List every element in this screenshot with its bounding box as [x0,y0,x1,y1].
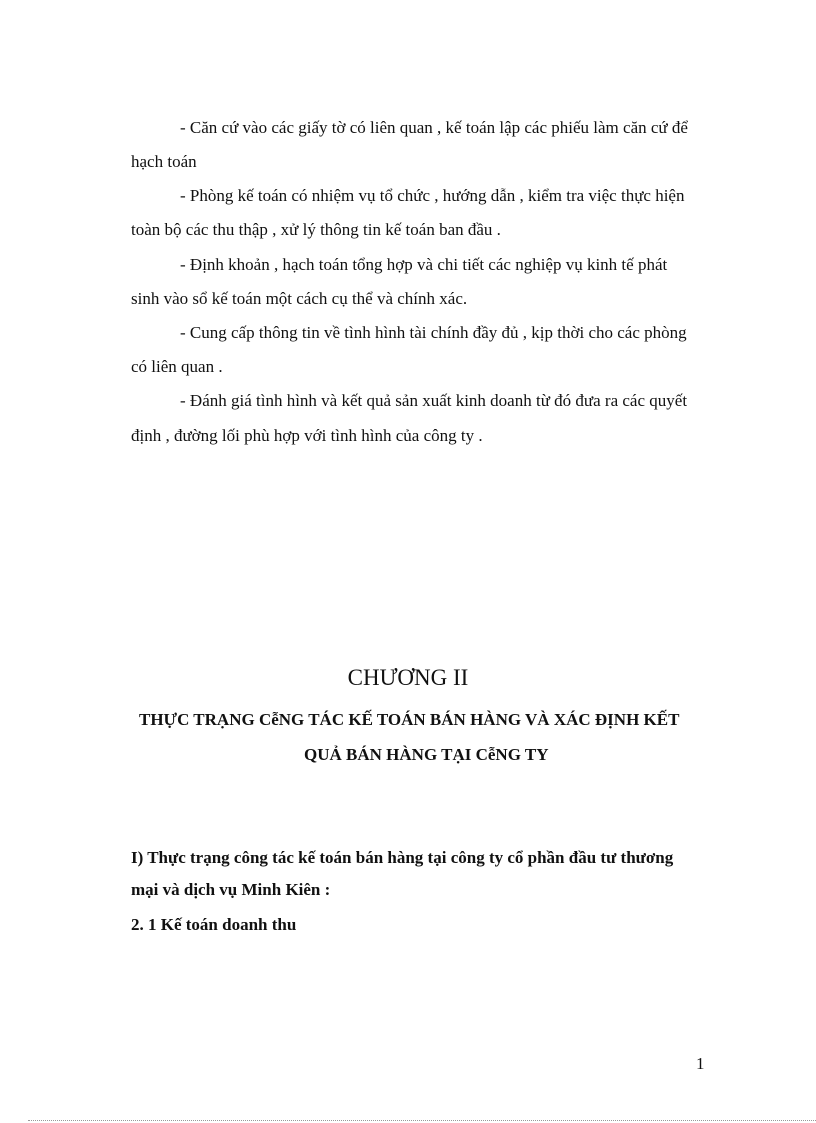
chapter-title-line-2: QUẢ BÁN HÀNG TẠI CễNG TY [304,745,549,764]
paragraph-5-line-1: - Đánh giá tình hình và kết quả sản xuất kinh doanh từ đó đưa ra các quyết [180,391,688,410]
page-edge-divider [28,1120,816,1121]
section-heading-line-2: mại và dịch vụ Minh Kiên : [131,880,331,899]
page-number: 1 [696,1054,705,1073]
paragraph-2-line-2: toàn bộ các thu thập , xử lý thông tin kế toán ban đầu . [131,220,501,239]
paragraph-4-line-1: - Cung cấp thông tin về tình hình tài chính đầy đủ , kịp thời cho các phòng [180,323,687,342]
paragraph-4-line-2: có liên quan . [131,357,223,376]
paragraph-3-line-1: - Định khoản , hạch toán tổng hợp và chi tiết các nghiệp vụ kinh tế phát [180,255,668,274]
chapter-number: CHƯƠNG II [347,665,469,690]
paragraph-3-line-2: sinh vào sổ kế toán một cách cụ thể và chính xác. [131,289,468,308]
chapter-title-line-1: THỰC TRẠNG CễNG TÁC KẾ TOÁN BÁN HÀNG VÀ XÁC ĐỊNH KẾT [139,710,680,729]
subsection-heading: 2. 1 Kế toán doanh thu [131,915,297,934]
paragraph-1-line-1: - Căn cứ vào các giấy tờ có liên quan , kế toán lập các phiếu làm căn cứ để [180,118,688,137]
paragraph-5-line-2: định , đường lối phù hợp với tình hình của công ty . [131,426,483,445]
section-heading-line-1: I) Thực trạng công tác kế toán bán hàng tại công ty cổ phần đầu tư thương [131,848,674,867]
paragraph-2-line-1: - Phòng kế toán có nhiệm vụ tổ chức , hướng dẫn , kiểm tra việc thực hiện [180,186,685,205]
paragraph-1-line-2: hạch toán [131,152,197,171]
